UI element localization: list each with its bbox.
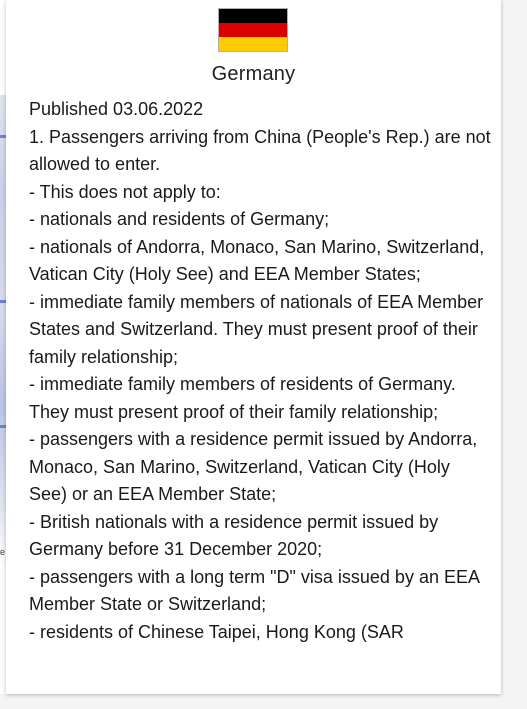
advisory-content[interactable]	[29, 96, 491, 646]
advisory-line: - passengers with a long term "D" visa issued by an EEA Member State or Switzerland;	[29, 566, 479, 614]
advisory-line: - passengers with a residence permit issued by Andorra, Monaco, San Marino, Switzerland, Vatican City (Holy See) or an EEA Member State;	[29, 429, 478, 504]
advisory-line: - immediate family members of nationals of EEA Member States and Switzerland. They must present proof of their family relationship;	[29, 291, 484, 367]
advisory-line: 1. Passengers arriving from China (People's Rep.) are not allowed to enter.	[29, 126, 491, 174]
map-label-fragment: e	[0, 547, 6, 557]
flag-band-red	[219, 23, 287, 37]
germany-flag-icon	[218, 8, 288, 52]
advisory-line: - residents of Chinese Taipei, Hong Kong (SAR	[29, 621, 404, 642]
advisory-line: - immediate family members of residents of Germany. They must present proof of their family relationship;	[29, 374, 456, 422]
advisory-line: - This does not apply to:	[29, 181, 221, 202]
advisory-line: - nationals of Andorra, Monaco, San Marino, Switzerland, Vatican City (Holy See) and EEA Member States;	[29, 236, 485, 284]
advisory-line: - British nationals with a residence permit issued by Germany before 31 December 2020;	[29, 511, 439, 559]
map-right-edge	[501, 0, 527, 709]
country-title: Germany	[211, 63, 296, 85]
advisory-line: - nationals and residents of Germany;	[29, 209, 330, 229]
flag-band-gold	[219, 37, 287, 51]
flag-band-black	[219, 9, 287, 23]
country-info-popup[interactable]	[6, 0, 501, 694]
map-bottom-edge	[0, 694, 527, 709]
published-date: Published 03.06.2022	[29, 99, 204, 119]
